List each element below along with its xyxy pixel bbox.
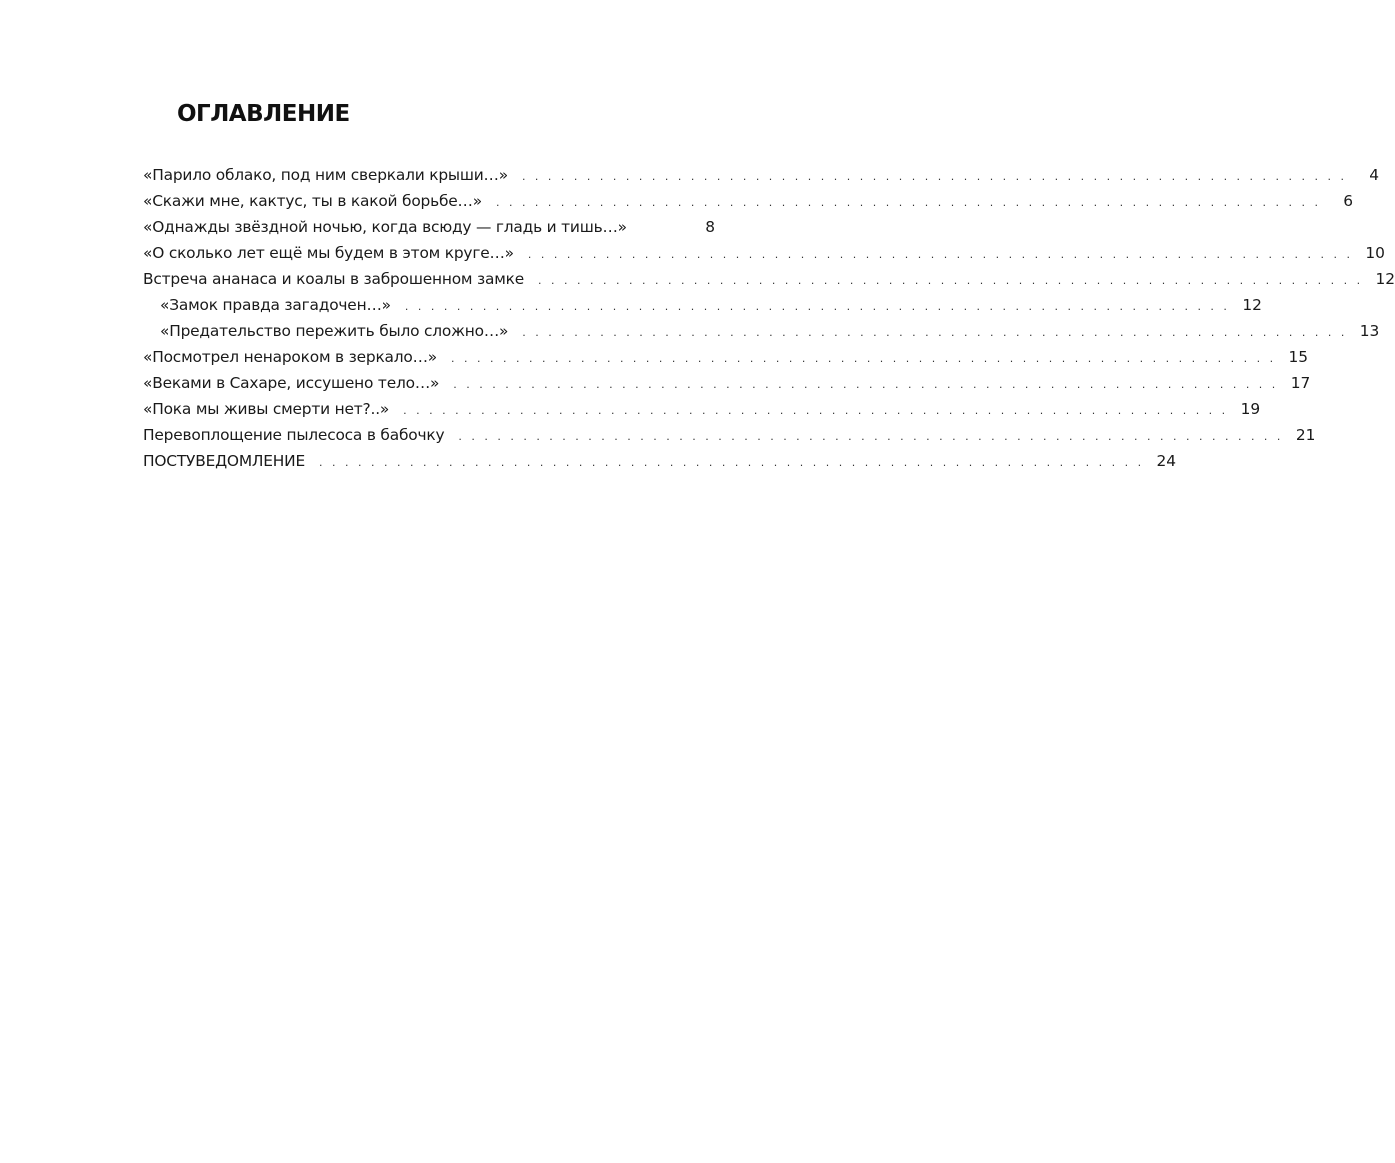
toc-dot-leader: . . . . . . . . . . . . . . . . . . . . . . . . . . . . . . . . . . . . . . . . . . . . . . . . . . . . . . . . . . . . . . . .: [453, 378, 1279, 391]
toc-entry[interactable]: [143, 422, 1316, 448]
toc-entry-title: Встреча ананаса и коалы в заброшенном замке: [143, 270, 525, 288]
toc-dot-leader: . . . . . . . . . . . . . . . . . . . . . . . . . . . . . . . . . . . . . . . . . . . . . . . . . . . . . . . . . . . . . . . .: [451, 352, 1277, 365]
toc-entry[interactable]: [143, 214, 715, 240]
toc-entry[interactable]: [143, 370, 1311, 396]
toc-entry-page: 12: [1242, 296, 1262, 314]
toc-entry[interactable]: [143, 188, 1354, 214]
toc-dot-leader: . . . . . . . . . . . . . . . . . . . . . . . . . . . . . . . . . . . . . . . . . . . . . . . . . . . . . . . . . . . . . . . .: [538, 274, 1364, 287]
toc-entry-title: «Скажи мне, кактус, ты в какой борьбе…»: [143, 192, 482, 210]
toc-dot-leader: . . . . . . . . . . . . . . . . . . . . . . . . . . . . . . . . . . . . . . . . . . . . . . . . . . . . . . . . . . . . . . . .: [495, 196, 1322, 209]
toc-entry[interactable]: [143, 162, 1380, 188]
toc-entry-title: «Посмотрел ненароком в зеркало…»: [143, 348, 438, 366]
toc-entry-page: 13: [1359, 322, 1380, 340]
toc-entry[interactable]: [143, 396, 1261, 422]
page-title: ОГЛАВЛЕНИЕ: [177, 101, 350, 127]
toc-entry-page: 8: [705, 218, 715, 236]
toc-entry-page: 17: [1290, 374, 1311, 392]
toc-dot-leader: . . . . . . . . . . . . . . . . . . . . . . . . . . . . . . . . . . . . . . . . . . . . . . . . . . . . . . . . . . . . . . . .: [521, 170, 1348, 183]
toc-entry-title: «Однажды звёздной ночью, когда всюду — гладь и тишь…»: [143, 218, 627, 236]
toc-entry-page: 21: [1295, 426, 1316, 444]
toc-entry-page: 15: [1288, 348, 1309, 366]
toc-entry[interactable]: [143, 266, 1395, 292]
toc-entry-page: 24: [1156, 452, 1177, 470]
toc-dot-leader: . . . . . . . . . . . . . . . . . . . . . . . . . . . . . . . . . . . . . . . . . . . . . . . . . . . . . . . . . . . . . . . .: [404, 300, 1230, 313]
toc-entry-page: 12: [1375, 270, 1395, 288]
toc-entry-title: «Предательство пережить было сложно…»: [160, 322, 509, 340]
toc-entry-page: 19: [1240, 400, 1261, 418]
toc-dot-leader: . . . . . . . . . . . . . . . . . . . . . . . . . . . . . . . . . . . . . . . . . . . . . . . . . . . . . . . . . . . . . . . .: [319, 456, 1145, 469]
toc-entry-page: 10: [1365, 244, 1385, 262]
toc-dot-leader: . . . . . . . . . . . . . . . . . . . . . . . . . . . . . . . . . . . . . . . . . . . . . . . . . . . . . . . . . . . . . . . .: [522, 326, 1348, 339]
toc-entry-title: «Парило облако, под ним сверкали крыши…»: [143, 166, 508, 184]
toc-entry-title: «Пока мы живы смерти нет?..»: [143, 400, 390, 418]
toc-dot-leader: . . . . . . . . . . . . . . . . . . . . . . . . . . . . . . . . . . . . . . . . . . . . . . . . . . . . . . . . . . . . . . . .: [527, 248, 1353, 261]
toc-subentry[interactable]: [143, 318, 1380, 344]
toc-entry-title: ПОСТУВЕДОМЛЕНИЕ: [143, 452, 306, 470]
toc-entry[interactable]: [143, 344, 1309, 370]
toc-entry-title: «Веками в Сахаре, иссушено тело…»: [143, 374, 440, 392]
toc-dot-leader: . . . . . . . . . . . . . . . . . . . . . . . . . . . . . . . . . . . . . . . . . . . . . . . . . . . . . . . . . . . . . . . .: [403, 404, 1229, 417]
toc-entry[interactable]: [143, 448, 1177, 474]
toc-subentry[interactable]: [143, 292, 1262, 318]
toc-entry[interactable]: [143, 240, 1385, 266]
toc-entry-title: «О сколько лет ещё мы будем в этом круге…»: [143, 244, 514, 262]
toc-list: [143, 162, 1395, 474]
toc-entry-page: 6: [1343, 192, 1354, 210]
toc-entry-page: 4: [1369, 166, 1380, 184]
toc-entry-title: «Замок правда загадочен…»: [160, 296, 391, 314]
toc-entry-title: Перевоплощение пылесоса в бабочку: [143, 426, 445, 444]
toc-dot-leader: . . . . . . . . . . . . . . . . . . . . . . . . . . . . . . . . . . . . . . . . . . . . . . . . . . . . . . . . . . . . . . . .: [458, 430, 1284, 443]
